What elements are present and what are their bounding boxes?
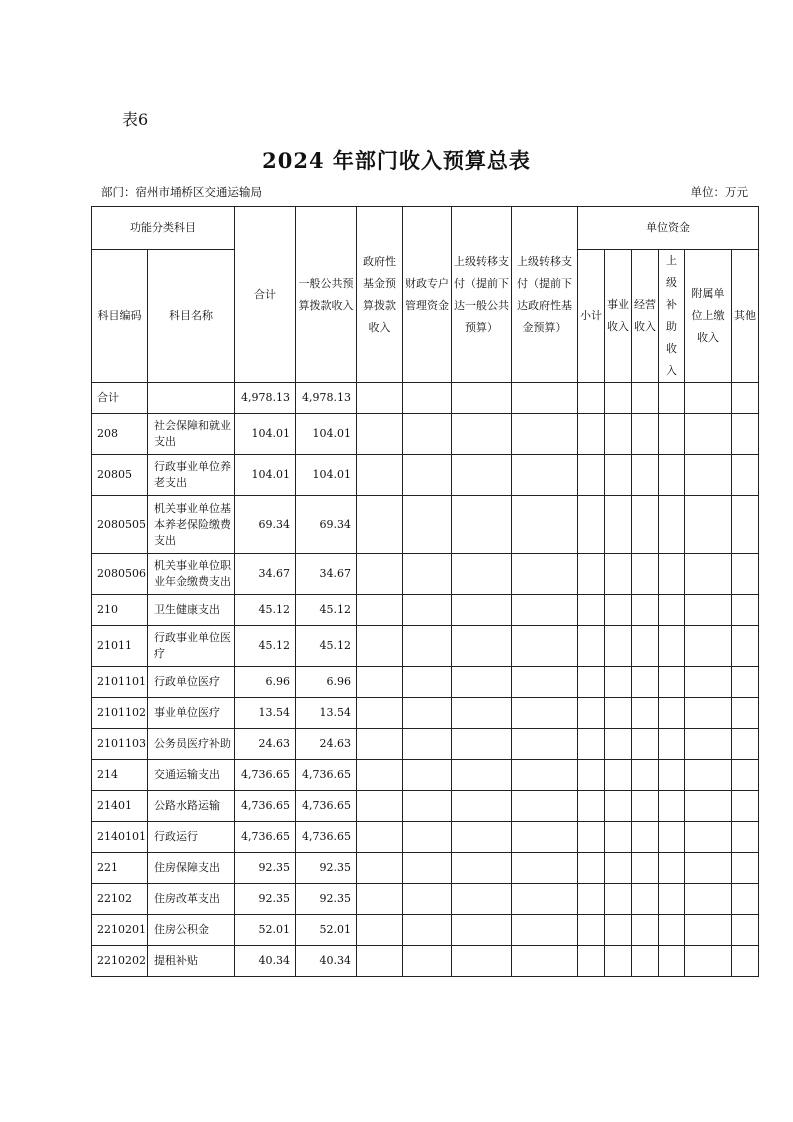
row-name: 住房保障支出 xyxy=(148,853,235,884)
row-general: 45.12 xyxy=(296,626,357,667)
row-general: 69.34 xyxy=(296,496,357,554)
row-code: 2101103 xyxy=(92,729,148,760)
row-code: 合计 xyxy=(92,383,148,414)
header-affiliated: 附属单位上缴收入 xyxy=(685,250,732,383)
row-total: 34.67 xyxy=(235,554,296,595)
row-total: 92.35 xyxy=(235,853,296,884)
page-title: 2024 年部门收入预算总表 xyxy=(262,148,531,173)
row-total: 4,736.65 xyxy=(235,791,296,822)
row-name: 事业单位医疗 xyxy=(148,698,235,729)
header-subsidy: 上级补助收入 xyxy=(659,250,685,383)
row-name: 公路水路运输 xyxy=(148,791,235,822)
header-gov-fund: 政府性基金预算拨款收入 xyxy=(357,207,403,383)
row-general: 92.35 xyxy=(296,884,357,915)
row-code: 221 xyxy=(92,853,148,884)
row-code: 22102 xyxy=(92,884,148,915)
row-name: 行政事业单位医疗 xyxy=(148,626,235,667)
row-total: 13.54 xyxy=(235,698,296,729)
row-name: 机关事业单位职业年金缴费支出 xyxy=(148,554,235,595)
row-code: 2080506 xyxy=(92,554,148,595)
row-general: 40.34 xyxy=(296,946,357,977)
row-code: 2210201 xyxy=(92,915,148,946)
budget-table xyxy=(91,206,759,977)
header-operating: 经营收入 xyxy=(632,250,659,383)
row-total: 52.01 xyxy=(235,915,296,946)
row-name: 住房公积金 xyxy=(148,915,235,946)
row-total: 69.34 xyxy=(235,496,296,554)
row-total: 92.35 xyxy=(235,884,296,915)
row-general: 13.54 xyxy=(296,698,357,729)
unit-label: 单位：万元 xyxy=(690,185,748,199)
row-name: 行政单位医疗 xyxy=(148,667,235,698)
row-name xyxy=(148,383,235,414)
row-general: 34.67 xyxy=(296,554,357,595)
row-general: 52.01 xyxy=(296,915,357,946)
row-code: 2140101 xyxy=(92,822,148,853)
row-general: 4,736.65 xyxy=(296,760,357,791)
row-general: 24.63 xyxy=(296,729,357,760)
row-name: 社会保障和就业支出 xyxy=(148,414,235,455)
row-total: 4,736.65 xyxy=(235,760,296,791)
header-subtotal: 小计 xyxy=(578,250,605,383)
row-code: 208 xyxy=(92,414,148,455)
row-total: 24.63 xyxy=(235,729,296,760)
header-business: 事业收入 xyxy=(605,250,632,383)
row-name: 行政运行 xyxy=(148,822,235,853)
header-transfer-fund: 上级转移支付（提前下达政府性基金预算） xyxy=(512,207,578,383)
row-code: 2101102 xyxy=(92,698,148,729)
row-name: 交通运输支出 xyxy=(148,760,235,791)
row-name: 住房改革支出 xyxy=(148,884,235,915)
row-name: 机关事业单位基本养老保险缴费支出 xyxy=(148,496,235,554)
row-code: 214 xyxy=(92,760,148,791)
table-label: 表6 xyxy=(122,110,149,129)
header-special: 财政专户管理资金 xyxy=(403,207,452,383)
row-code: 2080505 xyxy=(92,496,148,554)
row-name: 提租补贴 xyxy=(148,946,235,977)
row-general: 6.96 xyxy=(296,667,357,698)
row-total: 104.01 xyxy=(235,414,296,455)
header-name: 科目名称 xyxy=(148,250,235,383)
header-other: 其他 xyxy=(732,250,759,383)
row-general: 4,736.65 xyxy=(296,791,357,822)
row-total: 40.34 xyxy=(235,946,296,977)
header-general: 一般公共预算拨款收入 xyxy=(296,207,357,383)
row-name: 卫生健康支出 xyxy=(148,595,235,626)
row-name: 公务员医疗补助 xyxy=(148,729,235,760)
row-general: 104.01 xyxy=(296,414,357,455)
row-code: 2101101 xyxy=(92,667,148,698)
row-general: 4,736.65 xyxy=(296,822,357,853)
header-unit-funds: 单位资金 xyxy=(578,207,759,250)
row-code: 21401 xyxy=(92,791,148,822)
row-total: 4,978.13 xyxy=(235,383,296,414)
header-total: 合计 xyxy=(235,207,296,383)
header-functional: 功能分类科目 xyxy=(92,207,235,250)
header-code: 科目编码 xyxy=(92,250,148,383)
row-total: 4,736.65 xyxy=(235,822,296,853)
row-total: 45.12 xyxy=(235,626,296,667)
row-general: 45.12 xyxy=(296,595,357,626)
row-code: 2210202 xyxy=(92,946,148,977)
row-general: 104.01 xyxy=(296,455,357,496)
row-general: 92.35 xyxy=(296,853,357,884)
row-name: 行政事业单位养老支出 xyxy=(148,455,235,496)
row-code: 20805 xyxy=(92,455,148,496)
row-total: 45.12 xyxy=(235,595,296,626)
row-total: 104.01 xyxy=(235,455,296,496)
row-general: 4,978.13 xyxy=(296,383,357,414)
header-transfer-general: 上级转移支付（提前下达一般公共预算） xyxy=(452,207,512,383)
department-label: 部门：宿州市埇桥区交通运输局 xyxy=(101,185,262,199)
row-code: 210 xyxy=(92,595,148,626)
row-total: 6.96 xyxy=(235,667,296,698)
row-code: 21011 xyxy=(92,626,148,667)
